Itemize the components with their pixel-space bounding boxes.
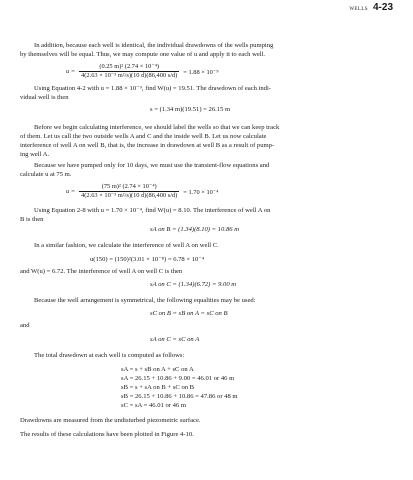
total-drawdown-line: sB = 26.15 + 10.86 + 10.86 = 47.86 or 48 m bbox=[121, 393, 238, 400]
paragraph-line: Drawdowns are measured from the undisturbed piezometric surface. bbox=[20, 417, 201, 424]
paragraph-line: Because we have pumped only for 10 days, we must use the transient-flow equations and bbox=[34, 162, 270, 169]
equation-numerator: (0.25 m)² (2.74 × 10⁻⁴) bbox=[99, 63, 160, 70]
conjunction: and bbox=[20, 322, 30, 329]
paragraph-line: interference of well A on well B, that is, the increase in drawdown at well B as a result of pump- bbox=[20, 142, 275, 149]
equation-denominator: 4(2.63 × 10⁻³ m²/s)(10 d)(86,400 s/d) bbox=[81, 192, 178, 199]
total-drawdown-line: sC = sA = 46.01 or 46 m bbox=[121, 402, 186, 409]
paragraph-line: vidual well is then bbox=[20, 94, 69, 101]
paragraph-line: In addition, because each well is identical, the individual drawdowns of the wells pumping bbox=[34, 42, 274, 49]
paragraph-line: and W(u) = 6.72. The interference of well A on well C is then bbox=[20, 268, 183, 275]
equation-symmetry-2: sA on C = sC on A bbox=[150, 336, 200, 343]
paragraph-line: The results of these calculations have been plotted in Figure 4-10. bbox=[20, 431, 194, 438]
paragraph-line: ing well A. bbox=[20, 151, 50, 158]
running-header bbox=[349, 2, 393, 13]
total-drawdown-line: sB = s + sA on B + sC on B bbox=[121, 384, 195, 391]
paragraph-line: of them. Let us call the two outside wells A and C and the inside well B. Let us now calculate bbox=[20, 133, 267, 140]
equation-lhs: u = bbox=[66, 68, 76, 75]
paragraph-line: Using Equation 2-8 with u = 1.70 × 10⁻⁴, find W(u) = 8.10. The interference of well A on bbox=[34, 207, 271, 214]
equation-u-at-well bbox=[62, 63, 222, 80]
paragraph-line: Before we begin calculating interference, we should label the wells so that we can keep track bbox=[34, 124, 280, 131]
equation-drawdown: s = (1.34 m)(19.51) = 26.15 m bbox=[150, 106, 231, 113]
paragraph-line: The total drawdown at each well is computed as follows: bbox=[34, 352, 185, 359]
equation-numerator: (75 m)² (2.74 × 10⁻⁴) bbox=[101, 183, 157, 190]
equation-u-at-75m bbox=[62, 183, 222, 200]
equation-lhs: u = bbox=[66, 188, 76, 195]
paragraph-line: Using Equation 4-2 with u = 1.88 × 10⁻⁹, find W(u) = 19.51. The drawdown of each indi- bbox=[34, 85, 271, 92]
paragraph-line: by themselves will be equal. Thus, we may compute one value of u and apply it to each well. bbox=[20, 51, 266, 58]
total-drawdown-line: sA = 26.15 + 10.86 + 9.00 = 46.01 or 46 m bbox=[121, 375, 235, 382]
paragraph-line: B is then bbox=[20, 216, 44, 223]
section-title: WELLS bbox=[349, 7, 368, 12]
equation-rhs: = 1.70 × 10⁻⁴ bbox=[183, 188, 219, 196]
equation-symmetry-1: sC on B = sB on A = sC on B bbox=[150, 310, 228, 317]
total-drawdown-line: sA = s + sB on A + sC on A bbox=[121, 366, 194, 373]
page-number: 4-23 bbox=[372, 2, 393, 13]
equation-interference-a-on-b: sA on B = (1.34)(8.10) = 10.86 m bbox=[150, 226, 239, 233]
equation-denominator: 4(2.63 × 10⁻³ m²/s)(10 d)(86,400 s/d) bbox=[81, 72, 178, 79]
equation-u-at-150m: u(150) = (150)²(3.01 × 10⁻⁸) = 6.78 × 10⁻⁴ bbox=[90, 256, 205, 263]
paragraph-line: calculate u at 75 m. bbox=[20, 171, 72, 178]
equation-interference-a-on-c: sA on C = (1.34)(6.72) = 9.00 m bbox=[150, 281, 237, 288]
paragraph-line: Because the well arrangement is symmetrical, the following equalities may be used: bbox=[34, 297, 256, 304]
equation-rhs: = 1.88 × 10⁻⁹ bbox=[183, 68, 219, 76]
paragraph-line: In a similar fashion, we calculate the interference of well A on well C. bbox=[34, 242, 219, 249]
